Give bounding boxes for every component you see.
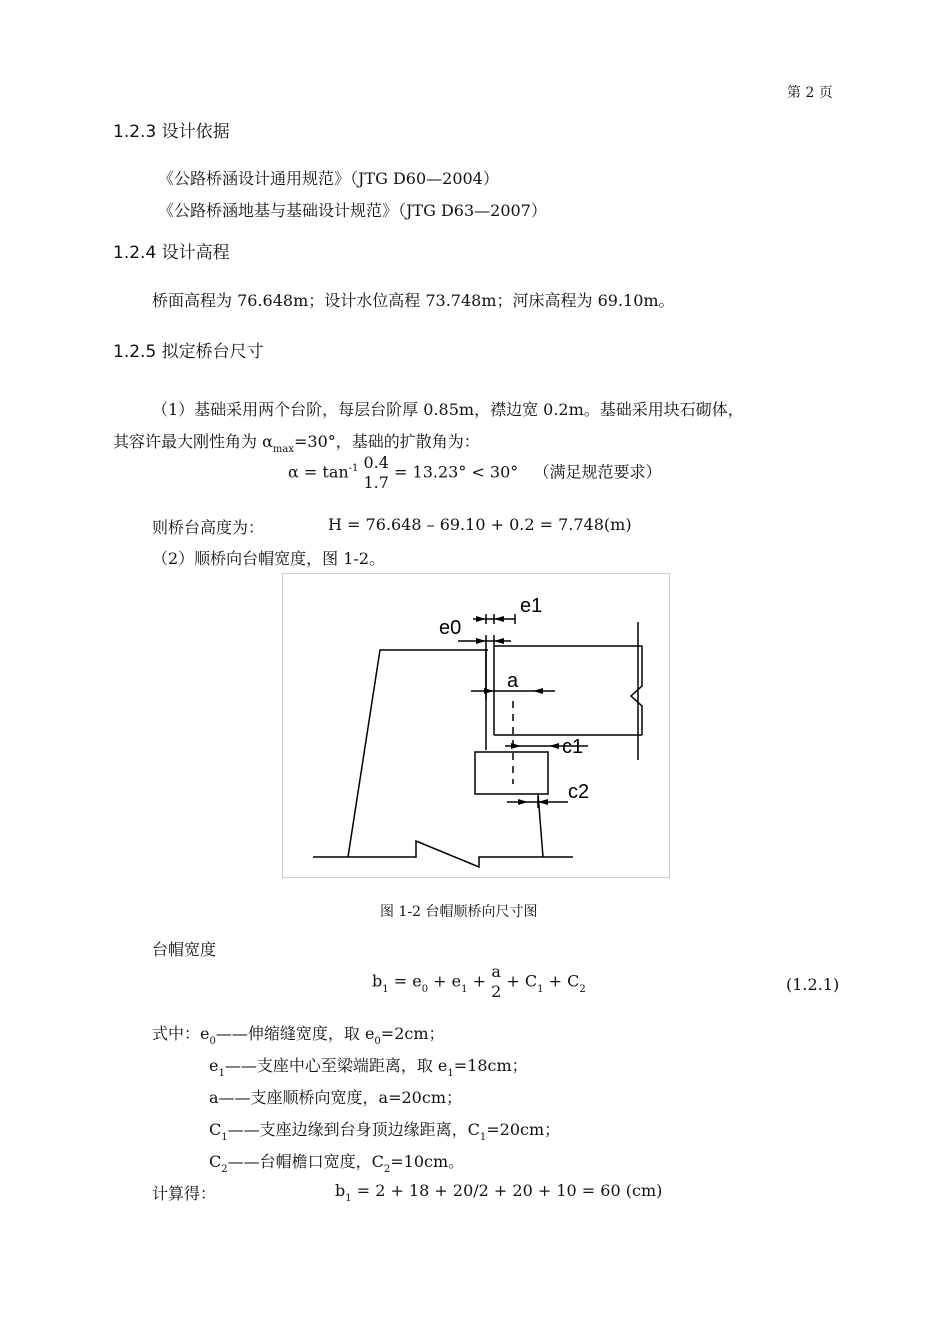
paragraph-line: （1）基础采用两个台阶，每层台阶厚 0.85m，襟边宽 0.2m。基础采用块石砌体， [152,400,744,419]
equation-number: (1.2.1) [786,975,840,994]
label-e0: e0 [439,617,462,639]
figure-caption: 图 1-2 台帽顺桥向尺寸图 [380,904,538,920]
label-c2: c2 [568,781,590,803]
abutment-cap-figure [282,573,670,878]
definition-line: $e_1——$支座中心至梁端距离，取 $e_1=18cm$； [209,1056,528,1079]
b1-equation: $b_1 = e_0 + e_1$ + a 2 + $C_1 + C_2$ [372,962,586,1001]
height-equation: H = 76.648 – 69.10 + 0.2 = 7.748(m) [328,515,632,534]
elevation-text: 桥面高程为 76.648m；设计水位高程 73.748m；河床高程为 69.10m。 [152,291,675,310]
reference-item: 《公路桥涵设计通用规范》（JTG D60—2004） [158,169,499,188]
definition-line: $C_2——$台帽檐口宽度，$C_2=10cm$。 [209,1152,465,1175]
height-label: 则桥台高度为： [152,518,265,537]
reference-item: 《公路桥涵地基与基础设计规范》（JTG D63—2007） [158,201,547,220]
label-a: a [507,670,519,692]
definition-line: 式中：$e_0——$伸缩缝宽度，取 $e_0=2cm$； [152,1024,445,1047]
page-number: 第 2 页 [787,85,833,101]
width-label: 台帽宽度 [152,940,217,959]
section-heading-1-2-5: 1.2.5 拟定桥台尺寸 [113,342,264,362]
calc-equation: $b_1 = 2 + 18 + 20/2 + 20 + 10 = 60$ (cm) [335,1181,663,1204]
section-heading-1-2-4: 1.2.4 设计高程 [113,243,230,263]
alpha-equation: $\alpha = \tan^{-1}$ 0.4 1.7 = 13.23° < 30° （满足规范要求） [288,453,662,492]
calc-label: 计算得： [152,1184,217,1203]
definition-line: a——支座顺桥向宽度，a=20cm； [209,1088,462,1107]
definition-line: $C_1——$支座边缘到台身顶边缘距离，$C_1=20cm$； [209,1120,561,1143]
label-e1: e1 [520,595,543,617]
label-c1: c1 [562,736,584,758]
paragraph-line: （2）顺桥向台帽宽度，图 1-2。 [152,549,386,568]
abutment-cap-drawing [283,574,669,877]
section-heading-1-2-3: 1.2.3 设计依据 [113,122,230,142]
paragraph-line: 其容许最大刚性角为 $\alpha_{max}=30^\circ$，基础的扩散角为： [113,432,480,455]
